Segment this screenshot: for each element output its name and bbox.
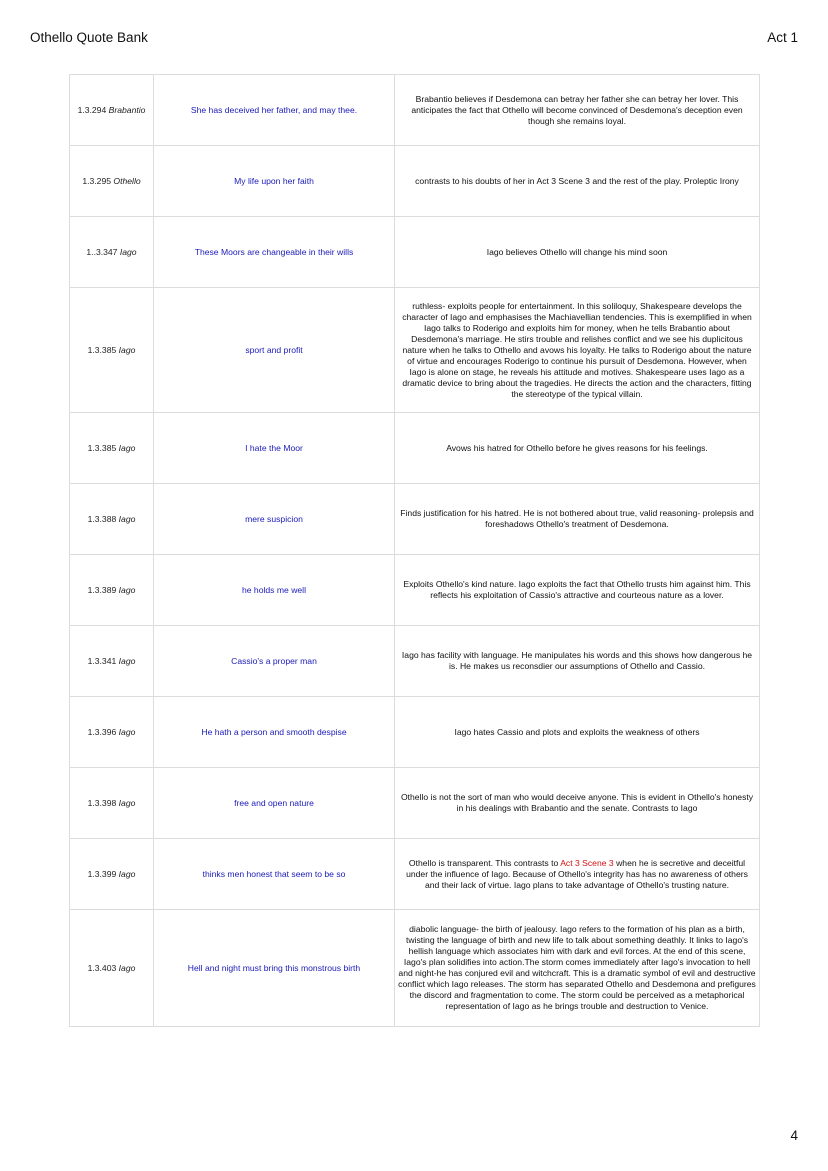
speaker-name: Iago xyxy=(118,344,136,355)
table-row xyxy=(70,768,760,839)
table-row xyxy=(70,288,760,413)
speaker-name: Iago xyxy=(118,797,136,808)
line-reference xyxy=(70,413,154,484)
quote-table xyxy=(69,74,760,1027)
speaker-name: Iago xyxy=(118,513,136,524)
quote-text: These Moors are changeable in their wills xyxy=(154,217,395,288)
table-row xyxy=(70,146,760,217)
analysis-text: Finds justification for his hatred. He is not bothered about true, valid reasoning- prolepsis and foreshadows Othello's treatment of Desdemona. xyxy=(395,484,760,555)
quote-text: Cassio's a proper man xyxy=(154,626,395,697)
analysis-text: ruthless- exploits people for entertainment. In this soliloquy, Shakespeare develops the character of Iago and emphasises the Machiavellian tendencies. This is exemplified in when Iago talks to Roderigo and exploits him for money, when he tells Brabantio about Desdemona's marriage. He stirs trouble and relishes conflict and we see his duplicitous nature when he talks to Othello and avows his loyalty. He talks to Roderigo about the nature of virtue and encourages Roderigo to continue his pursuit of Desdemona. However, when Iago is alone on stage, he reveals his attitude and motives. Shakespeare uses Iago as a dramatic device to bring about the tragedies. He directs the action and the characters, fitting the stereotype of the typical villain. xyxy=(395,288,760,413)
speaker-name: Iago xyxy=(118,726,136,737)
line-reference xyxy=(70,146,154,217)
document-title: Othello Quote Bank xyxy=(30,30,148,45)
table-row xyxy=(70,697,760,768)
analysis-text xyxy=(395,839,760,910)
quote-text: he holds me well xyxy=(154,555,395,626)
page-number: 4 xyxy=(790,1128,798,1143)
analysis-text: Exploits Othello's kind nature. Iago exploits the fact that Othello trusts him against him. This reflects his exploitation of Cassio's attractive and courteous nature as a lover. xyxy=(395,555,760,626)
line-reference xyxy=(70,910,154,1027)
table-row xyxy=(70,75,760,146)
table-row xyxy=(70,484,760,555)
ref-number: 1.3.388 xyxy=(87,513,117,524)
line-reference xyxy=(70,839,154,910)
speaker-name: Iago xyxy=(118,962,136,973)
ref-number: 1.3.294 xyxy=(77,104,107,115)
analysis-text: Iago has facility with language. He manipulates his words and this shows how dangerous he is. He makes us reconsdier our assumptions of Othello and Cassio. xyxy=(395,626,760,697)
quote-text: He hath a person and smooth despise xyxy=(154,697,395,768)
speaker-name: Iago xyxy=(118,584,136,595)
ref-number: 1.3.385 xyxy=(87,344,117,355)
speaker-name: Iago xyxy=(118,442,136,453)
table-row xyxy=(70,413,760,484)
speaker-name: Brabantio xyxy=(108,104,146,115)
quote-text: I hate the Moor xyxy=(154,413,395,484)
speaker-name: Iago xyxy=(118,655,136,666)
analysis-text: contrasts to his doubts of her in Act 3 Scene 3 and the rest of the play. Proleptic Irony xyxy=(395,146,760,217)
quote-text: She has deceived her father, and may thee. xyxy=(154,75,395,146)
ref-number: 1.3.403 xyxy=(87,962,117,973)
act-label: Act 1 xyxy=(767,30,798,45)
quote-text: mere suspicion xyxy=(154,484,395,555)
table-row xyxy=(70,839,760,910)
line-reference xyxy=(70,217,154,288)
analysis-text-part: when he is secretive and deceitful under the influence of Iago. Because of Othello's integrity has has no awareness of others and their lack of virtue. Iago plans to take advantage of Othello's trusting nature. xyxy=(406,857,748,890)
quote-text: Hell and night must bring this monstrous birth xyxy=(154,910,395,1027)
ref-number: 1.3.396 xyxy=(87,726,117,737)
line-reference xyxy=(70,768,154,839)
analysis-text-part: Othello is transparent. This contrasts to xyxy=(408,857,561,868)
table-row xyxy=(70,217,760,288)
quote-text: thinks men honest that seem to be so xyxy=(154,839,395,910)
quote-text: free and open nature xyxy=(154,768,395,839)
line-reference xyxy=(70,626,154,697)
quote-text: sport and profit xyxy=(154,288,395,413)
analysis-text: Othello is not the sort of man who would deceive anyone. This is evident in Othello's honesty in his dealings with Brabantio and the senate. Contrasts to Iago xyxy=(395,768,760,839)
ref-number: 1.3.385 xyxy=(87,442,117,453)
ref-number: 1.3.295 xyxy=(82,175,112,186)
table-row xyxy=(70,626,760,697)
analysis-text: Avows his hatred for Othello before he gives reasons for his feelings. xyxy=(395,413,760,484)
ref-number: 1.3.398 xyxy=(87,797,117,808)
ref-number: 1.3.399 xyxy=(87,868,117,879)
quote-text: My life upon her faith xyxy=(154,146,395,217)
speaker-name: Othello xyxy=(113,175,141,186)
line-reference xyxy=(70,288,154,413)
ref-number: 1.3.341 xyxy=(87,655,117,666)
table-row xyxy=(70,910,760,1027)
line-reference xyxy=(70,697,154,768)
line-reference xyxy=(70,75,154,146)
line-reference xyxy=(70,555,154,626)
analysis-text: diabolic language- the birth of jealousy. Iago refers to the formation of his plan as a birth, twisting the language of birth and new life to talk about something deathly. It links to Iago's hellish language which associates him with dark and evil forces. At the end of this scene, Iago's plan solidifies into action.The storm comes immediately after Iago's invocation to hell and night-he has conjured evil and witchcraft. This is a dramatic symbol of evil and destructive conflict which Iago releases. The storm has separated Othello and Desdemona and prefigures the discord and fragmentation to come. The storm could be perceived as a metaphorical representation of Iago as he brings trouble and destruction to Venice. xyxy=(395,910,760,1027)
ref-number: 1.3.389 xyxy=(87,584,117,595)
analysis-text: Iago hates Cassio and plots and exploits the weakness of others xyxy=(395,697,760,768)
table-row xyxy=(70,555,760,626)
ref-number: 1..3.347 xyxy=(86,246,118,257)
analysis-text: Iago believes Othello will change his mind soon xyxy=(395,217,760,288)
analysis-text: Brabantio believes if Desdemona can betray her father she can betray her lover. This anticipates the fact that Othello will become convinced of Desdemona's deception even though she remains loyal. xyxy=(395,75,760,146)
speaker-name: Iago xyxy=(119,246,137,257)
line-reference xyxy=(70,484,154,555)
highlighted-reference: Act 3 Scene 3 xyxy=(560,857,614,868)
speaker-name: Iago xyxy=(118,868,136,879)
